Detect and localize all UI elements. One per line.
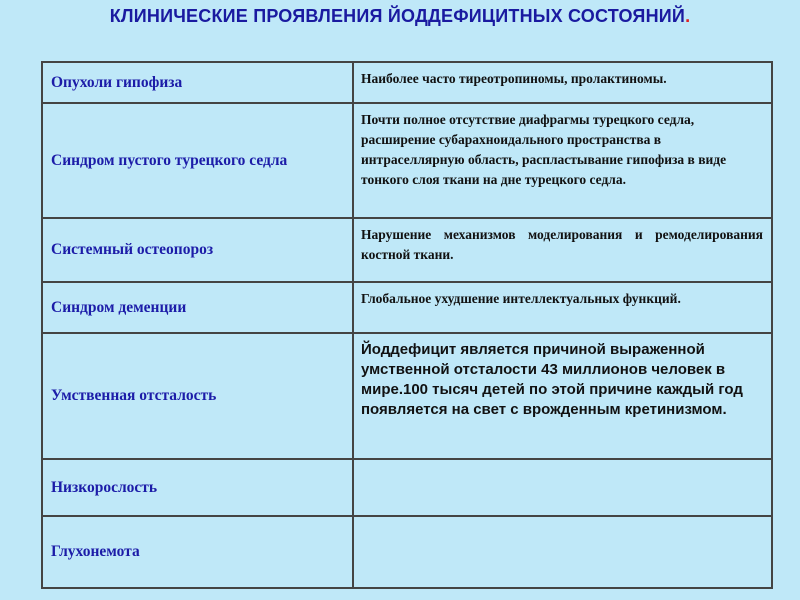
table-row <box>42 103 772 218</box>
table-row <box>42 62 772 103</box>
row-label: Системный остеопороз <box>42 218 353 282</box>
row-label: Умственная отсталость <box>42 333 353 459</box>
table-row <box>42 333 772 459</box>
row-label: Синдром пустого турецкого седла <box>42 103 353 218</box>
slide-title <box>0 6 800 27</box>
manifestations-table <box>41 61 773 589</box>
row-description <box>353 459 772 516</box>
table-row <box>42 516 772 588</box>
row-label: Глухонемота <box>42 516 353 588</box>
row-description: Йоддефицит является причиной выраженной умственной отсталости 43 миллионов человек в мире.100 тысяч детей по этой причине каждый год появляется на свет с врожденным кретинизмом. <box>353 333 772 459</box>
slide-title-text: КЛИНИЧЕСКИЕ ПРОЯВЛЕНИЯ ЙОДДЕФИЦИТНЫХ СОСТОЯНИЙ <box>109 6 686 26</box>
slide-title-dot: . <box>685 6 691 26</box>
table-row <box>42 218 772 282</box>
row-description <box>353 516 772 588</box>
row-description: Нарушение механизмов моделирования и ремоделирования костной ткани. <box>353 218 772 282</box>
table-row <box>42 282 772 333</box>
row-description: Глобальное ухудшение интеллектуальных функций. <box>353 282 772 333</box>
row-label: Опухоли гипофиза <box>42 62 353 103</box>
row-description: Почти полное отсутствие диафрагмы турецкого седла, расширение субарахноидального пространства в интраселлярную область, распластывание гипофиза в виде тонкого слоя ткани на дне турецкого седла. <box>353 103 772 218</box>
row-description: Наиболее часто тиреотропиномы, пролактиномы. <box>353 62 772 103</box>
row-label: Синдром деменции <box>42 282 353 333</box>
row-label: Низкорослость <box>42 459 353 516</box>
table-row <box>42 459 772 516</box>
